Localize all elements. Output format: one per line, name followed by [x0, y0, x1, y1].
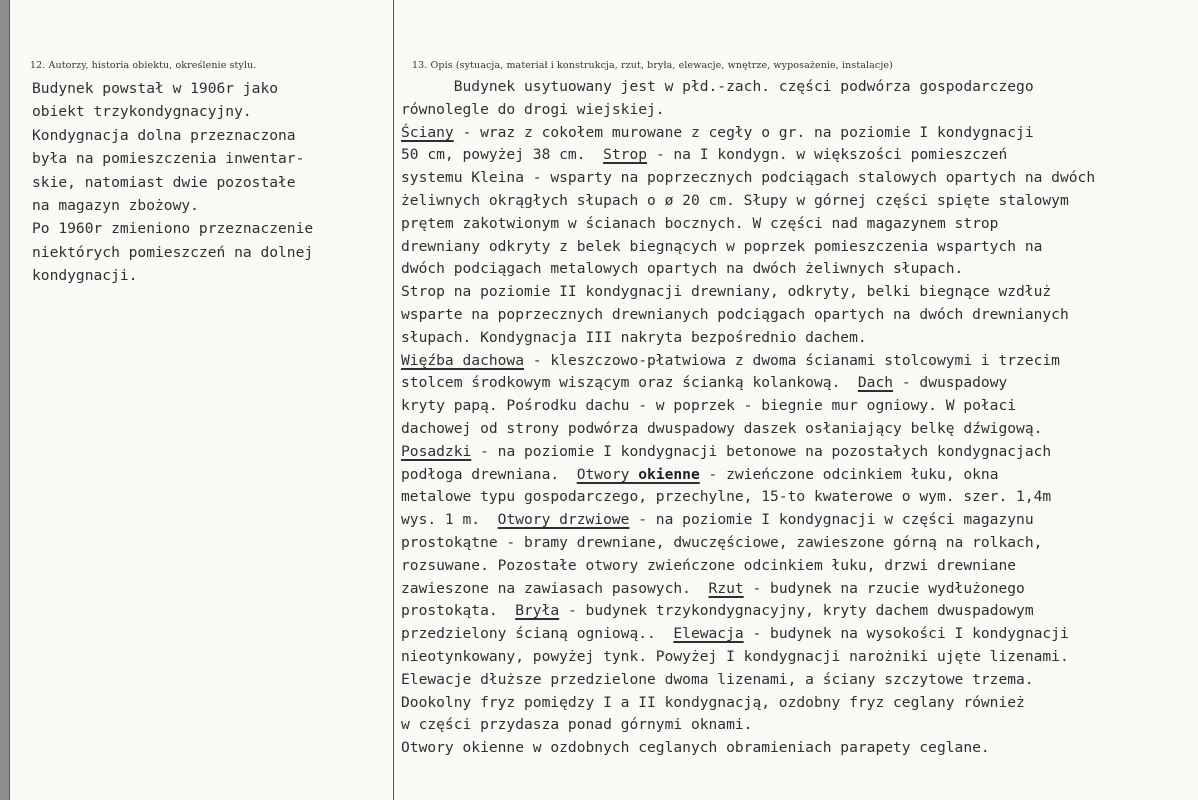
description-line: [401, 441, 1095, 464]
text-segment: wys. 1 m.: [401, 511, 498, 529]
text-segment: zawieszone na zawiasach pasowych.: [401, 579, 709, 597]
description-line: [401, 281, 1095, 304]
description-line: [401, 327, 1095, 350]
history-line: Po 1960r zmieniono przeznaczenie: [32, 220, 314, 238]
history-line: niektórych pomieszczeń na dolnej: [32, 243, 314, 261]
column-divider: [393, 0, 394, 800]
description-line: [401, 213, 1095, 236]
text-segment: Strop na poziomie II kondygnacji drewniany, odkryty, belki biegnące wzdłuż: [401, 283, 1052, 301]
history-line: na magazyn zbożowy.: [32, 197, 199, 215]
description-line: [401, 555, 1095, 578]
description-line: [401, 669, 1095, 692]
text-segment: nieotynkowany, powyżej tynk. Powyżej I kondygnacji narożniki ujęte lizenami.: [401, 647, 1069, 665]
text-segment: metalowe typu gospodarczego, przechylne, 15-to kwaterowe o wym. szer. 1,4m: [401, 488, 1052, 506]
description-line: [401, 258, 1095, 281]
history-line: była na pomieszczenia inwentar-: [32, 150, 305, 168]
description-line: [401, 532, 1095, 555]
underlined-term: Otwory okienne: [576, 465, 700, 483]
text-segment: Budynek usytuowany jest w płd.-zach. części podwórza gospodarczego: [401, 78, 1034, 95]
underlined-term: Więźba dachowa: [401, 351, 525, 369]
scan-left-edge: [0, 0, 10, 800]
text-segment: 50 cm, powyżej 38 cm.: [401, 146, 604, 164]
overtyped-word: okienne: [638, 465, 700, 483]
description-line: [401, 737, 1095, 760]
text-segment: prostokąta.: [401, 602, 516, 620]
description-line: [401, 714, 1095, 737]
section-13-heading: 13. Opis (sytuacja, materiał i konstrukcja, rzut, bryła, elewacje, wnętrze, wyposażenie, instalacje): [412, 60, 893, 71]
underlined-term: Ściany: [401, 123, 454, 141]
description-line: [401, 646, 1095, 669]
history-line: Budynek powstał w 1906r jako: [32, 80, 279, 97]
description-line: [401, 76, 1095, 99]
text-segment: prętem zakotwionym w ścianach bocznych. W części nad magazynem strop: [401, 214, 999, 232]
description-line: [401, 122, 1095, 145]
history-line: kondygnacji.: [32, 267, 138, 285]
description-line: [401, 99, 1095, 122]
description-text: [401, 76, 1095, 760]
text-segment: kryty papą. Pośrodku dachu - w poprzek - biegnie mur ogniowy. W połaci: [401, 397, 1017, 415]
history-line: Kondygnacja dolna przeznaczona: [32, 126, 296, 144]
description-line: [401, 418, 1095, 441]
text-segment: - budynek na rzucie wydłużonego: [743, 579, 1025, 597]
description-line: [401, 372, 1095, 395]
text-segment: słupach. Kondygnacja III nakryta bezpośrednio dachem.: [401, 328, 867, 346]
description-line: [401, 350, 1095, 373]
underlined-term: Bryła: [515, 602, 560, 620]
text-segment: rozsuwane. Pozostałe otwory zwieńczone odcinkiem łuku, drzwi drewniane: [401, 556, 1017, 574]
underlined-term: Elewacja: [673, 625, 744, 643]
text-segment: żeliwnych okrągłych słupach o ø 20 cm. Słupy w górnej części spięte stalowym: [401, 191, 1069, 209]
text-segment: przedzielony ścianą ogniową..: [401, 625, 674, 643]
description-line: [401, 600, 1095, 623]
text-segment: dwóch podciągach metalowych opartych na dwóch żeliwnych słupach.: [401, 260, 964, 278]
text-segment: - wraz z cokołem murowane z cegły o gr. na poziomie I kondygnacji: [453, 123, 1034, 141]
description-line: [401, 486, 1095, 509]
history-text: [32, 77, 313, 288]
description-line: [401, 190, 1095, 213]
description-line: [401, 623, 1095, 646]
underlined-term: Rzut: [708, 579, 744, 597]
text-segment: - zwieńczone odcinkiem łuku, okna: [699, 465, 999, 483]
underlined-term: Otwory drzwiowe: [497, 511, 630, 529]
underlined-term: Posadzki: [401, 442, 472, 460]
history-line: skie, natomiast dwie pozostałe: [32, 173, 296, 191]
text-segment: prostokątne - bramy drewniane, dwuczęściowe, zawieszone górną na rolkach,: [401, 533, 1043, 551]
description-line: [401, 144, 1095, 167]
description-line: [401, 578, 1095, 601]
description-line: [401, 236, 1095, 259]
text-segment: - dwuspadowy: [893, 374, 1008, 392]
description-line: [401, 304, 1095, 327]
text-segment: stolcem środkowym wiszącym oraz ścianką kolankową.: [401, 374, 858, 392]
section-12-heading: 12. Autorzy, historia obiektu, określenie stylu.: [30, 60, 257, 71]
text-segment: - na poziomie I kondygnacji w części magazynu: [629, 511, 1034, 529]
text-segment: - na poziomie I kondygnacji betonowe na pozostałych kondygnacjach: [471, 442, 1052, 460]
text-segment: Elewacje dłuższe przedzielone dwoma lizenami, a ściany szczytowe trzema.: [401, 670, 1034, 688]
text-segment: w części przydasza ponad górnymi oknami.: [401, 716, 753, 734]
description-line: [401, 464, 1095, 487]
description-line: [401, 167, 1095, 190]
text-segment: systemu Kleina - wsparty na poprzecznych podciągach stalowych opartych na dwóch: [401, 169, 1096, 187]
text-segment: wsparte na poprzecznych drewnianych podciągach opartych na dwóch drewnianych: [401, 305, 1069, 323]
text-segment: - budynek na wysokości I kondygnacji: [743, 625, 1069, 643]
text-segment: równolegle do drogi wiejskiej.: [401, 100, 665, 118]
description-line: [401, 692, 1095, 715]
text-segment: dachowej od strony podwórza dwuspadowy daszek osłaniający belkę dźwigową.: [401, 419, 1043, 437]
description-line: [401, 395, 1095, 418]
text-segment: Dookolny fryz pomiędzy I a II kondygnacją, ozdobny fryz ceglany również: [401, 693, 1025, 711]
underlined-term: Strop: [603, 146, 648, 164]
text-segment: - na I kondygn. w większości pomieszczeń: [647, 146, 1008, 164]
text-segment: drewniany odkryty z belek biegnących w poprzek pomieszczenia wspartych na: [401, 237, 1043, 255]
text-segment: Otwory okienne w ozdobnych ceglanych obramieniach parapety ceglane.: [401, 739, 990, 757]
text-segment: podłoga drewniana.: [401, 465, 577, 483]
history-line: obiekt trzykondygnacyjny.: [32, 103, 252, 121]
underlined-term: Dach: [857, 374, 894, 392]
text-segment: - kleszczowo-płatwiowa z dwoma ścianami stolcowymi i trzecim: [524, 351, 1060, 369]
text-segment: - budynek trzykondygnacyjny, kryty dachem dwuspadowym: [559, 602, 1034, 620]
description-line: [401, 509, 1095, 532]
